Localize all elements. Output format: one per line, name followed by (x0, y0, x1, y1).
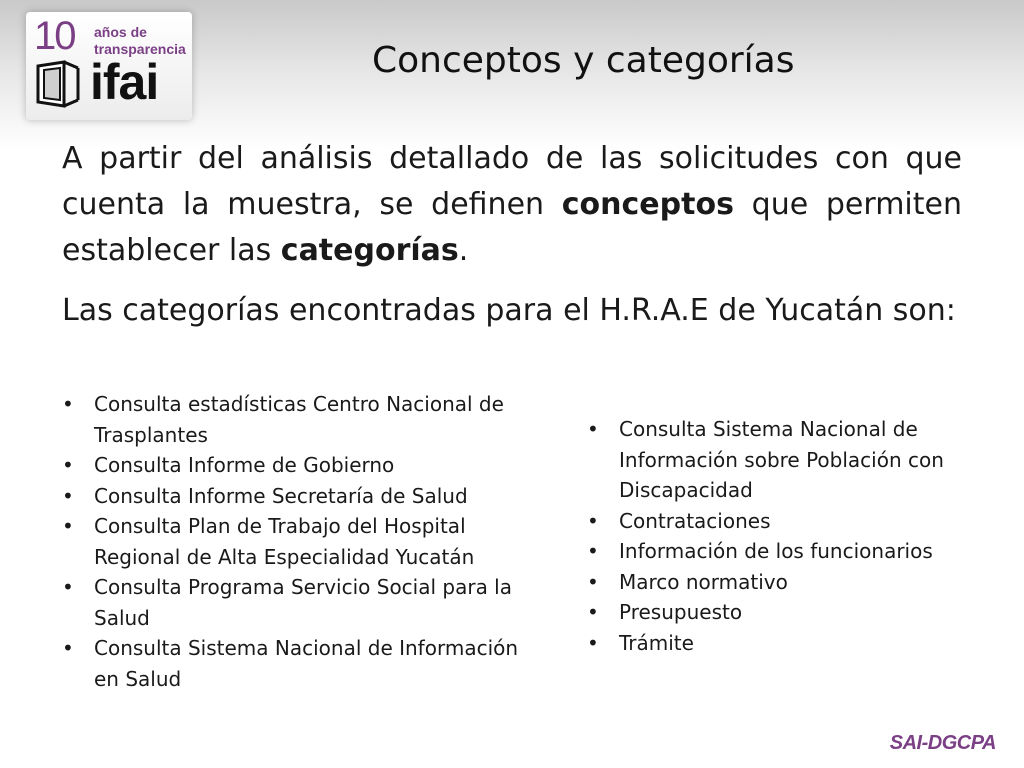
intro-paragraph (62, 136, 962, 274)
categories-intro: Las categorías encontradas para el H.R.A.E de Yucatán son: (62, 293, 956, 328)
intro-text-1: A partir del análisis detallado de las solicitudes con que cuenta la muestra, se definen (62, 141, 962, 222)
list-item: • Trámite (587, 628, 987, 659)
intro-text-2: que permiten establecer las (62, 187, 962, 268)
logo-word: ifai (90, 54, 159, 110)
list-item: • Marco normativo (587, 567, 987, 598)
list-item: • Consulta Informe de Gobierno (62, 450, 542, 481)
list-item: • Consulta Plan de Trabajo del Hospital Regional de Alta Especialidad Yucatán (62, 511, 542, 572)
list-item: • Consulta estadísticas Centro Nacional de Trasplantes (62, 389, 542, 450)
list-item: • Consulta Programa Servicio Social para la Salud (62, 572, 542, 633)
list-item: • Consulta Sistema Nacional de Información en Salud (62, 633, 542, 694)
categories-list-right (587, 414, 987, 658)
list-item: • Consulta Sistema Nacional de Información sobre Población con Discapacidad (587, 414, 987, 506)
list-item: • Presupuesto (587, 597, 987, 628)
slide-title: Conceptos y categorías (372, 40, 795, 81)
logo-line1: años de (94, 24, 147, 40)
intro-bold-categorias: categorías (280, 233, 459, 268)
intro-text-3: . (458, 233, 469, 268)
logo-line2: transparencia (94, 41, 186, 57)
list-item: • Consulta Informe Secretaría de Salud (62, 481, 542, 512)
door-icon (34, 60, 82, 108)
ifai-logo (26, 12, 192, 120)
categories-list-left (62, 389, 542, 694)
list-item: • Información de los funcionarios (587, 536, 987, 567)
logo-number: 10 (34, 14, 75, 58)
footer-logo: SAI-DGCPA (889, 732, 996, 754)
list-item: • Contrataciones (587, 506, 987, 537)
intro-bold-conceptos: conceptos (561, 187, 734, 222)
